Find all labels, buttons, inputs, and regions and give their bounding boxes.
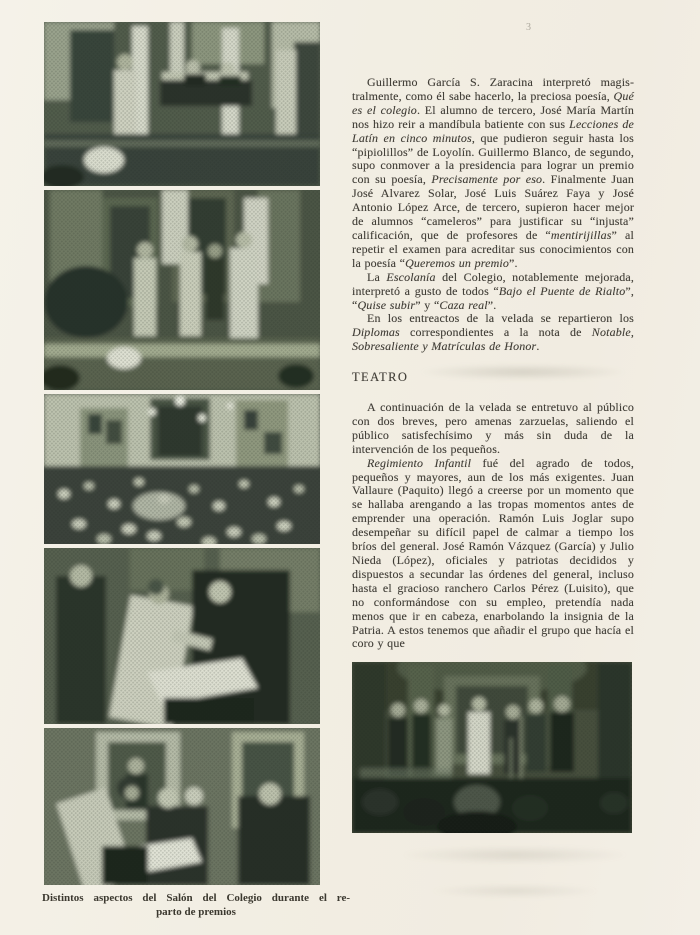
photo-strip xyxy=(44,22,320,889)
scan-smudge xyxy=(430,884,600,898)
photo-group-table xyxy=(44,728,320,885)
article-column xyxy=(352,76,634,651)
paragraph-garcia-zaracina: Guillermo García S. Zaracina interpretó magistralmente, como él sabe hacerlo, la preciosa poesía, Qué es el colegio. El alumno de tercero, José María Martín nos hizo reir a mandíbula batiente con sus Lecciones de Latín en cinco minutos, que pudieron seguir hasta los “pipiolillos” de Loyolín. Guillermo Blanco, de segundo, supo conmover a la presidencia para lograr un premio con su poesía, Precisamente por eso. Finalmente Juan José Alvarez Solar, José Luis Suárez Faya y José Antonio López Arce, de tercero, supieron hacer mejor de alumnos “cameleros” para justificar su “injusta” calificación, que de profesores de “mentirijillas” al repetir el examen para acreditar sus conocimientos con la poesía “Queremos un premio”. xyxy=(352,75,635,270)
paragraph-diplomas: En los entreactos de la velada se repartieron los Diplomas correspondientes a la nota de Notable, Sobresaliente y Matrículas de Honor. xyxy=(352,311,634,354)
scan-smudge xyxy=(400,846,630,864)
faint-page-number: 3 xyxy=(526,22,531,33)
photo-signing-table xyxy=(44,548,320,724)
caption-line-1: Distintos aspectos del Salón del Colegio durante el re- xyxy=(42,892,350,904)
paragraph-escolania: La Escolanía del Colegio, notablemente mejorada, interpretó a gusto de todos “Bajo el Puente de Rialto”, “Quise subir” y “Caza real”. xyxy=(352,269,635,312)
photo-prize-giving xyxy=(44,190,320,390)
photo-audience-hall xyxy=(44,394,320,544)
caption-line-2: parto de premios xyxy=(156,905,236,918)
section-heading-teatro: TEATRO xyxy=(352,370,409,385)
paragraph-zarzuelas: A continuación de la velada se entretuvo al público con dos breves, pero amenas zarzuelas, saliendo el público satisfechísimo y más sin duda de la intervención de los pequeños. xyxy=(352,400,634,456)
photo-theatre-scene xyxy=(352,662,632,833)
photo-caption xyxy=(42,892,350,919)
photo-stage-recital xyxy=(44,22,320,186)
paragraph-regimiento-infantil: Regimiento Infantil fué del agrado de todos, pequeños y mayores, aun de los más exigentes. Juan Vallaure (Paquito) llegó a creerse por un momento que se hallaba arengando a las tropas momentos antes de emprender una operación. Ramón Luis Joglar supo desempeñar su difícil papel de calmar a tiempo los bríos del general. José Ramón Vázquez (García) y Julio Nieda (López), oficiales y patriotas decididos y dispuestos a secundar las órdenes del general, incluso hasta el gracioso ranchero Carlos Pérez (Luisito), que no conformándose con su empleo, pretendía nada menos que ir en cabeza, enarbolando la insignia de la Patria. A estos tenemos que añadir el grupo que hacía el coro y que xyxy=(352,455,634,651)
